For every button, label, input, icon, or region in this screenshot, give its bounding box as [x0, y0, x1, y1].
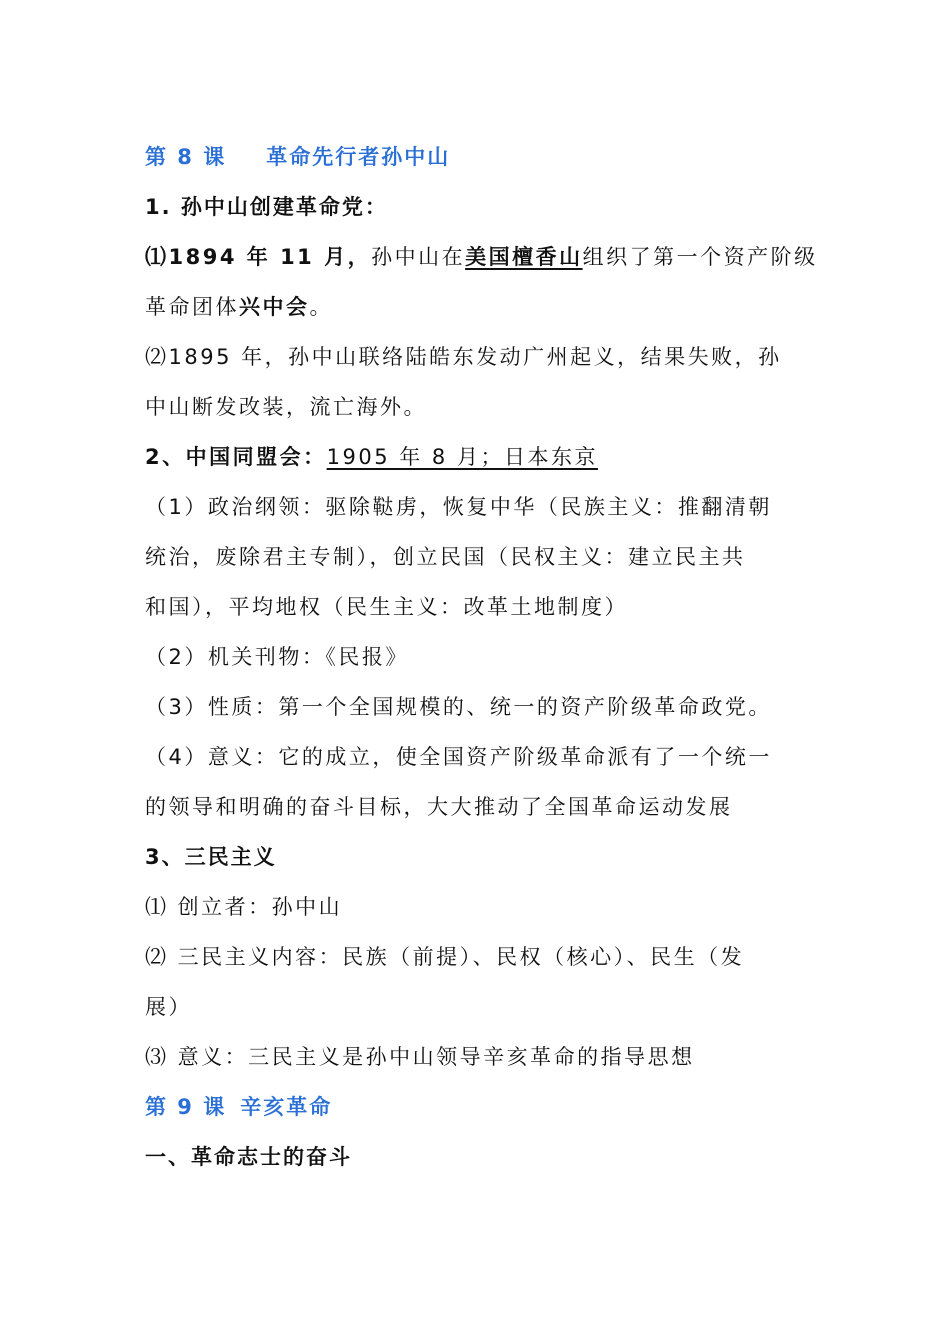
p1-marker: ⑴	[145, 245, 169, 269]
section-3-item-2-line-1: ⑵ 三民主义内容：民族（前提）、民权（核心）、民生（发	[145, 945, 745, 969]
p1-text-c: 革命团体	[145, 295, 239, 319]
section-1-paragraph-2-line-2: 中山断发改装，流亡海外。	[145, 395, 427, 419]
section-3-heading: 3、三民主义	[145, 845, 277, 869]
lesson-9-number: 第 9 课	[145, 1095, 227, 1119]
lesson-8-number: 第 8 课	[145, 145, 227, 169]
section-2-heading-detail: 1905 年 8 月；日本东京	[326, 445, 598, 469]
section-2-heading: 2、中国同盟会：	[145, 445, 327, 469]
section-2-item-4-line-1: （4）意义：它的成立，使全国资产阶级革命派有了一个统一	[145, 745, 772, 769]
section-2-item-4-line-2: 的领导和明确的奋斗目标，大大推动了全国革命运动发展	[145, 795, 733, 819]
section-3-item-3: ⑶ 意义：三民主义是孙中山领导辛亥革命的指导思想	[145, 1045, 695, 1069]
section-1-paragraph-1-cont	[145, 282, 825, 332]
lesson-9-title	[145, 1082, 825, 1132]
lesson-8-title	[145, 132, 825, 182]
section-3-item-1: ⑴ 创立者：孙中山	[145, 895, 343, 919]
section-2-item-1-line-3: 和国），平均地权（民生主义：改革土地制度）	[145, 595, 628, 619]
section-2-item-2: （2）机关刊物：《民报》	[145, 645, 409, 669]
p1-text-d: 。	[309, 295, 333, 319]
section-2-item-3: （3）性质：第一个全国规模的、统一的资产阶级革命政党。	[145, 695, 772, 719]
lesson-9-name: 辛亥革命	[240, 1095, 333, 1119]
section-2-item-1-line-2: 统治，废除君主专制），创立民国（民权主义：建立民主共	[145, 545, 746, 569]
section-1-paragraph-2-line-1: ⑵1895 年，孙中山联络陆皓东发动广州起义，结果失败，孙	[145, 345, 782, 369]
section-3-item-2-line-2: 展）	[145, 995, 192, 1019]
section-2-heading-row	[145, 432, 825, 482]
p1-date: 1894 年 11 月，	[168, 245, 372, 269]
section-1-heading: 1. 孙中山创建革命党：	[145, 195, 388, 219]
section-1-paragraph-1	[145, 232, 825, 282]
p1-org: 兴中会	[239, 295, 310, 319]
p1-text-a: 孙中山在	[371, 245, 466, 269]
section-2-item-1-line-1: （1）政治纲领：驱除鞑虏，恢复中华（民族主义：推翻清朝	[145, 495, 772, 519]
p1-text-b: 组织了第一个资产阶级	[582, 245, 818, 269]
section-4-heading: 一、革命志士的奋斗	[145, 1145, 352, 1169]
lesson-8-name: 革命先行者孙中山	[266, 145, 451, 169]
document-page	[145, 132, 825, 1182]
p1-place: 美国檀香山	[465, 245, 583, 269]
